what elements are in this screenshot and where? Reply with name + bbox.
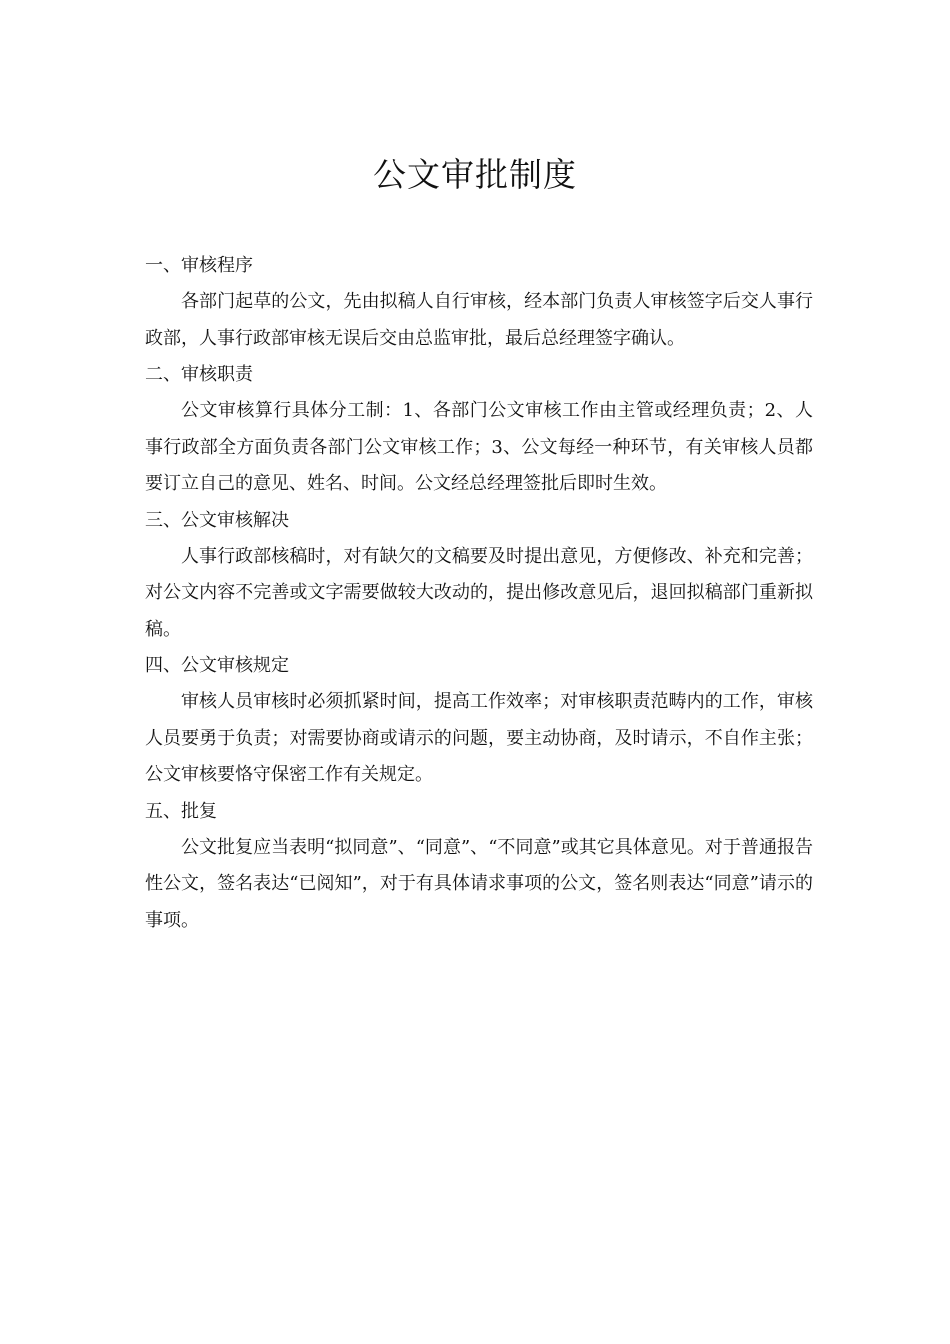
document-title: 公文审批制度 <box>373 155 577 194</box>
section-heading: 三、公文审核解决 <box>145 509 289 531</box>
section-resolution <box>145 503 813 649</box>
section-rules <box>145 648 813 794</box>
section-heading: 二、审核职责 <box>145 364 253 385</box>
section-paragraph: 人事行政部核稿时，对有缺欠的文稿要及时提出意见，方便修改、补充和完善；对公文内容不完善或文字需要做较大改动的，提出修改意见后，退回拟稿部门重新拟稿。 <box>145 545 813 640</box>
section-procedure <box>145 248 813 357</box>
section-reply <box>145 794 813 940</box>
section-paragraph: 各部门起草的公文，先由拟稿人自行审核，经本部门负责人审核签字后交人事行政部，人事行政部审核无误后交由总监审批，最后总经理签字确认。 <box>145 291 813 349</box>
section-responsibility <box>145 357 813 503</box>
section-paragraph: 审核人员审核时必须抓紧时间，提高工作效率；对审核职责范畴内的工作，审核人员要勇于负责；对需要协商或请示的问题，要主动协商，及时请示，不自作主张；公文审核要恪守保密工作有关规定。 <box>145 691 813 785</box>
section-paragraph: 公文批复应当表明“拟同意”、“同意”、“不同意”或其它具体意见。对于普通报告性公文，签名表达“已阅知”，对于有具体请求事项的公文，签名则表达“同意”请示的事项。 <box>145 836 813 931</box>
document-body <box>145 248 813 939</box>
section-heading: 五、批复 <box>145 800 217 822</box>
section-heading: 四、公文审核规定 <box>145 655 289 676</box>
section-paragraph: 公文审核算行具体分工制：1、各部门公文审核工作由主管或经理负责；2、人事行政部全方面负责各部门公文审核工作；3、公文每经一种环节，有关审核人员都要订立自己的意见、姓名、时间。公文经总经理签批后即时生效。 <box>145 400 813 494</box>
section-heading: 一、审核程序 <box>145 255 253 276</box>
